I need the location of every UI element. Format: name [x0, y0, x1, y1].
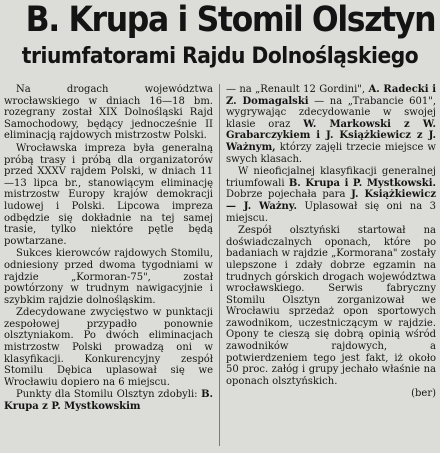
- p6-bold-2: W. Markowski z W. Grabarczykiem i J. Książkiewicz z J. Ważnym,: [226, 118, 436, 153]
- p7-mid: Dobrze pojechała para: [226, 189, 346, 201]
- paragraph-5: [4, 389, 213, 412]
- p7-bold-2: J. Książkiewicz — J. Ważny.: [226, 189, 436, 212]
- p6-lead: — na „Renault 12 Gordini",: [226, 84, 366, 95]
- p7-bold: B. Krupa i P. Mystkowski.: [288, 177, 436, 189]
- author-signature: (ber): [411, 388, 436, 400]
- paragraph-8: Zespół olsztyński startował na doświadczalnych oponach, które po badaniach w rajdzie „Kormorana" zostały ulepszone i zdały dobrze egzamin na trudnych górskich drogach województwa wrocławskiego. Serwis fabryczny Stomilu Olsztyn zorganizował we Wrocławiu sprzedaż opon sportowych zawodnikom, uczestniczącym w rajdzie. Opony te cieszą się dobrą opinią wśród zawodników rajdowych, a potwierdzeniem tego jest fakt, iż około 50 proc. załóg i grupy jechało właśnie na oponach olsztyńskich.: [226, 225, 436, 387]
- paragraph-6: [226, 84, 436, 165]
- article-headline: B. Krupa i Stomil Olsztyn: [25, 0, 436, 40]
- paragraph-2: Wrocławska impreza była generalną próbą trasy i próbą dla organizatorów przed XXXV rajdem Polski, w dniach 11—13 lipca br., stanowiącym eliminację mistrzostw Europy krajów demokracji ludowej i Polski. Lipcowa impreza odbędzie się dokładnie na tej samej trasie, tylko niektóre pętle będą powtarzane.: [4, 142, 213, 247]
- paragraph-7: [226, 166, 436, 224]
- p6-bold-1: A. Radecki i Z. Domagalski: [226, 84, 436, 107]
- paragraph-4: Zdecydowane zwycięstwo w punktacji zespołowej przypadło ponownie olsztyniakom. Po dwóch eliminacjach mistrzostw Polski prowadzą oni w klasyfikacji. Konkurencyjny zespół Stomilu Dębica uplasował się we Wrocławiu dopiero na 6 miejscu.: [4, 307, 213, 388]
- paragraph-1: Na drogach województwa wrocławskiego w dniach 16—18 bm. rozegrany został XIX Dolnośląski Rajd Samochodowy, będący jednocześnie II eliminacją rajdowych mistrzostw Polski.: [4, 84, 213, 142]
- paragraph-5-text: Punkty dla Stomilu Olsztyn zdobyli:: [16, 389, 198, 401]
- paragraph-5-bold: B. Krupa z P. Mystkowskim: [4, 389, 213, 413]
- p6-mid: — na „Trabancie 601", wygrywając zdecydowanie w swojej klasie oraz: [226, 95, 436, 130]
- column-divider: [219, 84, 220, 446]
- p7-end: Uplasował się oni na 3 miejscu.: [226, 200, 436, 224]
- article-subheadline: triumfatorami Rajdu Dolnośląskiego: [21, 44, 419, 69]
- p7-start: W nieoficjalnej klasyfikacji generalnej triumfowali: [226, 166, 436, 189]
- p6-end: którzy zajęli trzecie miejsce w swych klasach.: [226, 141, 436, 165]
- paragraph-3: Sukces kierowców rajdowych Stomilu, odniesiony przed dwoma tygodniami w rajdzie „Kormoran-75", został powtórzony w trudnym nawigacyjnie i szybkim rajdzie dolnośląskim.: [4, 248, 213, 306]
- right-column: [226, 84, 436, 453]
- left-column: [4, 84, 213, 453]
